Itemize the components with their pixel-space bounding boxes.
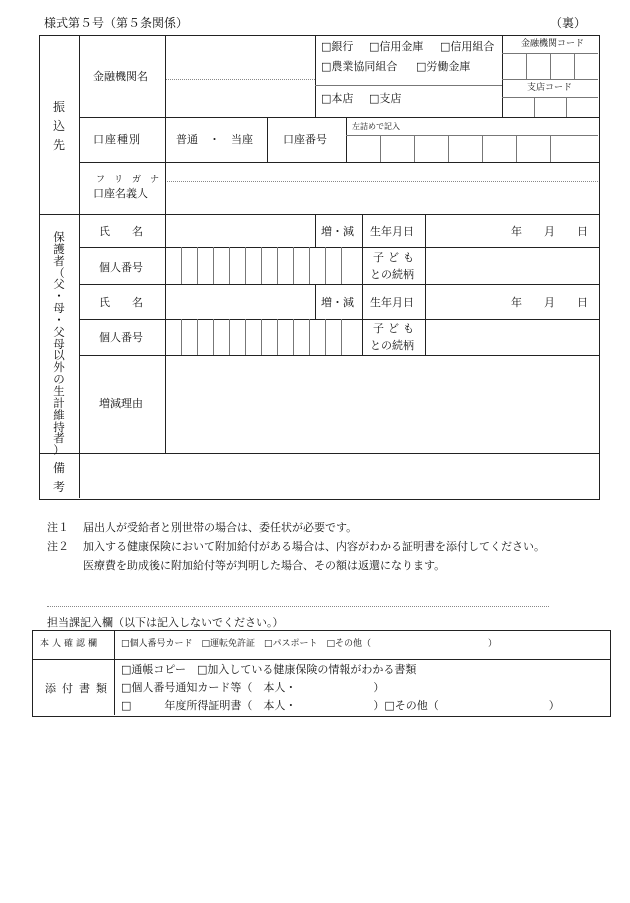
bank-code-label: 金融機関コード bbox=[521, 39, 585, 49]
guardian1-id-label: 個人番号 bbox=[99, 261, 143, 274]
remarks-field[interactable] bbox=[80, 454, 598, 497]
branch-code-label: 支店コード bbox=[527, 83, 573, 93]
note-text: 届出人が受給者と別世帯の場合は、委任状が必要です。 bbox=[83, 521, 358, 534]
option-nokyo[interactable]: □農業協同組合 bbox=[321, 60, 398, 73]
guardian2-inc-dec[interactable]: 増・減 bbox=[321, 296, 354, 309]
guardian2-name-label: 氏 名 bbox=[99, 296, 143, 309]
guardian2-name-field[interactable] bbox=[166, 285, 314, 318]
option-honten[interactable]: □本店 bbox=[321, 92, 354, 105]
cut-line bbox=[47, 606, 549, 607]
guardian2-relation-label: 子ども bbox=[373, 322, 418, 335]
guardian2-birth-date[interactable]: 年 月 日 bbox=[511, 296, 588, 309]
guardian1-birth-label: 生年月日 bbox=[370, 225, 414, 238]
option-shinyo-kumiai[interactable]: □信用組合 bbox=[440, 40, 495, 53]
form-number: 様式第５号（第５条関係） bbox=[44, 16, 189, 30]
account-holder-field[interactable] bbox=[166, 182, 598, 213]
option-rokin[interactable]: □労働金庫 bbox=[416, 60, 471, 73]
account-number-label: 口座番号 bbox=[283, 133, 327, 146]
transfer-section-label: 振 込 先 bbox=[52, 100, 65, 153]
guardian2-birth-label: 生年月日 bbox=[370, 296, 414, 309]
option-shiten[interactable]: □支店 bbox=[369, 92, 402, 105]
account-type-options[interactable]: 普通 ・ 当座 bbox=[176, 133, 253, 146]
guardian1-birth-date[interactable]: 年 月 日 bbox=[511, 225, 588, 238]
furigana-label: フ リ ガ ナ bbox=[96, 175, 160, 185]
guardian1-name-field[interactable] bbox=[166, 215, 314, 246]
change-reason-label: 増減理由 bbox=[99, 397, 143, 410]
office-use-title: 担当課記入欄（以下は記入しないでください。） bbox=[47, 616, 284, 629]
guardian1-name-label: 氏 名 bbox=[99, 225, 143, 238]
change-reason-field[interactable] bbox=[166, 356, 598, 452]
guardian1-relation-label-2: との続柄 bbox=[370, 268, 414, 281]
id-check-label: 本人確認欄 bbox=[40, 639, 101, 649]
guardian2-id-label: 個人番号 bbox=[99, 331, 143, 344]
account-type-label: 口座種別 bbox=[93, 133, 141, 146]
attachments-line3[interactable]: □ 年度所得証明書（ 本人・ ）□その他（ ） bbox=[121, 699, 560, 712]
note-text: 医療費を助成後に附加給付等が判明した場合、その額は返還になります。 bbox=[83, 559, 446, 572]
attachments-label: 添付書類 bbox=[45, 682, 113, 695]
bank-name-field[interactable] bbox=[166, 36, 314, 116]
attachments-line1[interactable]: □通帳コピー □加入している健康保険の情報がわかる書類 bbox=[121, 663, 417, 676]
account-holder-label: 口座名義人 bbox=[93, 187, 148, 200]
bank-name-label: 金融機関名 bbox=[93, 70, 148, 83]
remarks-label: 備 考 bbox=[52, 461, 65, 495]
note-text: 加入する健康保険において附加給付がある場合は、内容がわかる証明書を添付してください。 bbox=[83, 540, 545, 553]
id-check-options[interactable]: □個人番号カード □運転免許証 □パスポート □その他（ ） bbox=[121, 639, 498, 649]
guardian2-relation-label-2: との続柄 bbox=[370, 339, 414, 352]
attachments-line2[interactable]: □個人番号通知カード等（ 本人・ ） bbox=[121, 681, 385, 694]
note-number: 注２ bbox=[47, 540, 69, 553]
page-side-label: （裏） bbox=[550, 16, 587, 30]
option-bank[interactable]: □銀行 bbox=[321, 40, 354, 53]
guardian1-relation-label: 子ども bbox=[373, 251, 418, 264]
option-shinkin[interactable]: □信用金庫 bbox=[369, 40, 424, 53]
left-fill-note: 左詰めで記入 bbox=[352, 122, 400, 131]
guardian1-inc-dec[interactable]: 増・減 bbox=[321, 225, 354, 238]
guardian-section-label: 保 護 者 （ 父 ・ 母 ・ 父 母 以 外 の 生 計 維 持 者 ） bbox=[53, 230, 65, 458]
note-number: 注１ bbox=[47, 521, 69, 534]
